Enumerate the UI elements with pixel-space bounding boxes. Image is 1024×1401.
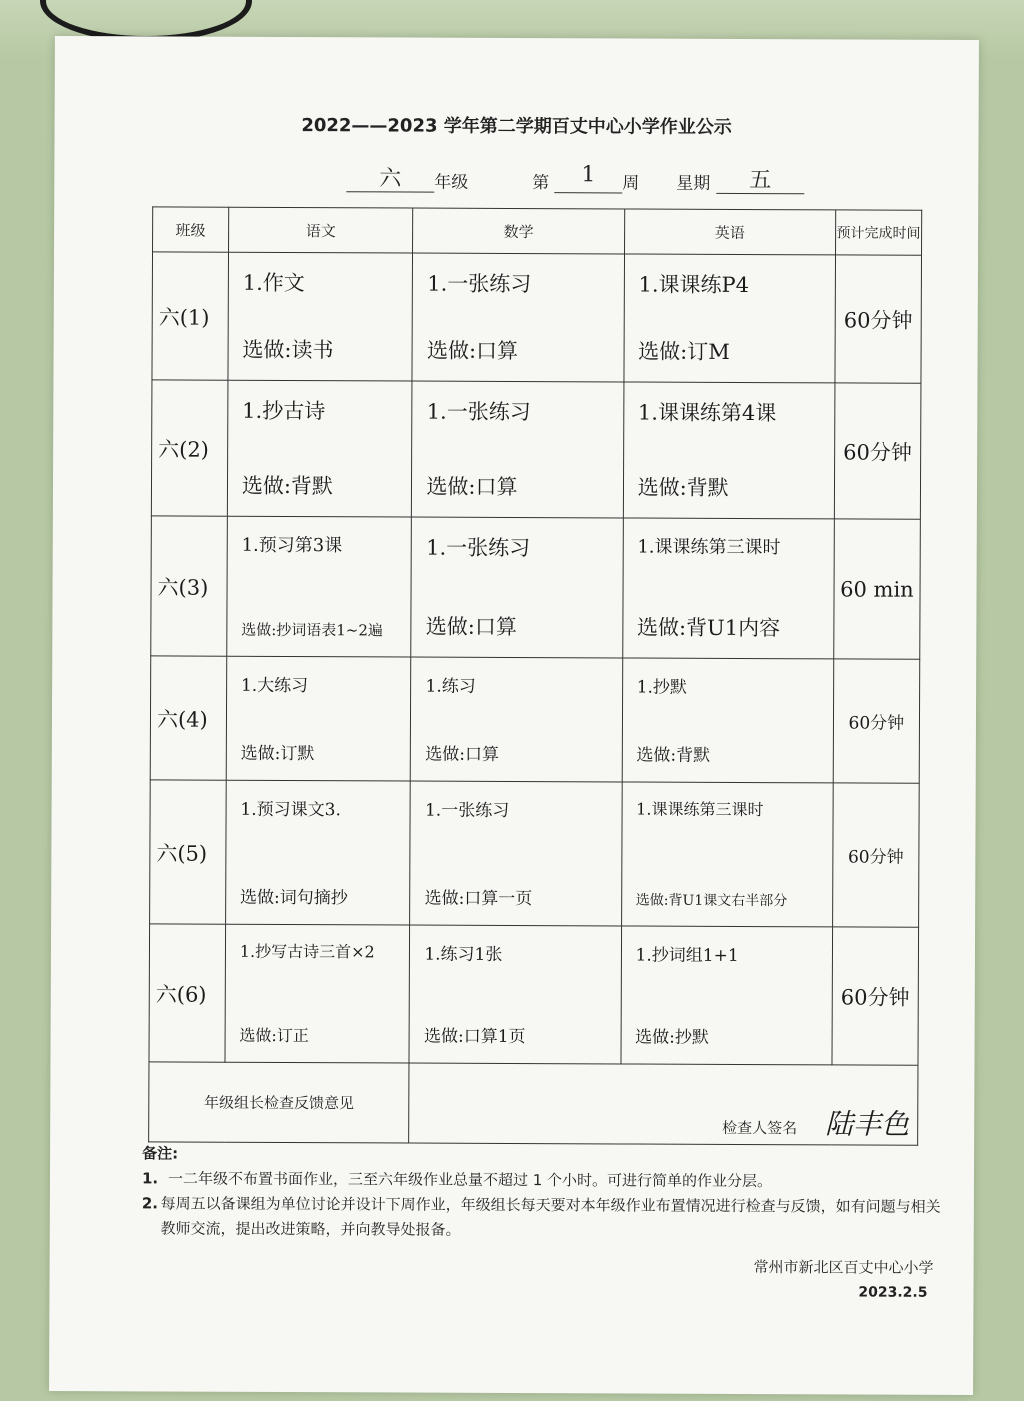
chinese-optional: 选做:读书 [242,337,334,363]
english-optional: 选做:订M [638,339,730,364]
english-optional: 选做:抄默 [635,1027,709,1048]
math-cell [409,925,621,1064]
english-task: 1.课课练P4 [638,272,750,298]
homework-table [148,206,922,1145]
week-suffix: 周 [622,173,640,194]
class-cell: 六(2) [151,380,227,516]
week-prefix: 第 [532,173,550,194]
time-cell: 60分钟 [832,927,919,1065]
math-optional: 选做:口算 [426,474,518,500]
feedback-label: 年级组长检查反馈意见 [149,1062,410,1143]
chinese-task: 1.抄古诗 [242,398,326,424]
chinese-cell [227,516,412,657]
grade-label: 年级 [434,172,469,193]
math-cell [412,381,624,518]
table-row [151,380,921,519]
math-optional: 选做:口算 [425,744,500,765]
chinese-optional: 选做:抄词语表1~2遍 [241,620,383,640]
table-row [149,924,919,1065]
time-cell: 60分钟 [835,255,922,383]
inspector-signature: 陆丰色 [825,1107,910,1141]
english-cell [621,782,833,927]
time-cell: 60分钟 [834,383,921,519]
weekday-label: 星期 [676,173,711,194]
class-cell: 六(4) [150,656,226,780]
math-cell [411,657,623,782]
note-number: 2. [141,1194,159,1213]
math-optional: 选做:口算一页 [424,888,533,910]
note-item [142,1166,942,1194]
feedback-cell [409,1063,918,1145]
math-cell [411,517,623,658]
english-task: 1.课课练第4课 [637,400,777,426]
chinese-task: 1.作文 [242,270,305,296]
header-chinese: 语文 [228,207,413,253]
chinese-optional: 选做:词句摘抄 [240,887,348,909]
math-optional: 选做:口算 [426,338,519,364]
class-cell: 六(5) [150,780,226,924]
english-optional: 选做:背U1课文右半部分 [635,892,788,910]
table-row [152,252,922,383]
note-text: 一二年级不布置书面作业，三至六年级作业总量不超过 1 个小时。可进行简单的作业分层。 [167,1169,773,1191]
time-cell: 60分钟 [833,659,920,783]
table-row [151,516,921,659]
english-cell [623,382,835,519]
math-cell [410,781,622,926]
english-task: 1.抄默 [636,677,688,698]
class-cell: 六(3) [151,516,227,656]
inspector-label: 检查人签名 [722,1118,798,1138]
english-optional: 选做:背默 [636,745,711,766]
english-optional: 选做:背默 [637,475,729,500]
table-row [150,656,920,783]
english-optional: 选做:背U1内容 [636,615,781,641]
header-class: 班级 [153,207,229,252]
issue-date: 2023.2.5 [858,1284,928,1301]
english-task: 1.课课练第三课时 [636,799,764,820]
math-cell [412,253,624,382]
page-title: 2022——2023 学年第二学期百丈中心小学作业公示 [301,115,732,138]
english-cell [622,658,834,783]
grade-week-line [54,160,978,204]
math-optional: 选做:口算 [425,614,517,640]
table-header-row [153,207,922,255]
header-english: 英语 [624,209,835,255]
class-cell: 六(6) [149,924,225,1062]
feedback-row [149,1062,918,1145]
math-optional: 选做:口算1页 [423,1026,526,1048]
class-cell: 六(1) [152,252,228,380]
time-cell: 60分钟 [832,783,919,927]
note-item [142,1191,942,1244]
english-cell [622,518,834,659]
note-number: 1. [141,1169,159,1188]
chinese-task: 1.大练习 [240,675,309,697]
notes-section [142,1141,942,1244]
chinese-task: 1.抄写古诗三首×2 [239,941,375,962]
english-task: 1.课课练第三课时 [637,536,781,559]
chinese-cell [225,780,410,925]
chinese-task: 1.预习课文3. [240,799,341,821]
time-cell: 60 min [834,519,921,659]
weekday-value: 五 [716,163,804,194]
chinese-cell [226,656,411,781]
chinese-optional: 选做:订默 [240,743,315,765]
math-task: 1.一张练习 [424,800,510,821]
english-cell [624,254,836,383]
math-task: 1.练习1张 [424,944,503,965]
week-value: 1 [554,162,622,193]
chinese-cell [227,380,412,517]
math-task: 1.一张练习 [426,535,531,561]
chinese-cell [225,924,410,1063]
math-task: 1.一张练习 [427,271,532,297]
english-task: 1.抄词组1+1 [635,945,739,966]
english-cell [621,926,833,1065]
note-text: 每周五以备课组为单位讨论并设计下周作业，年级组长每天要对本年级作业布置情况进行检查与反馈，如有问题与相关教师交流，提出改进策略，并向教导处报备。 [160,1194,941,1239]
header-time: 预计完成时间 [835,210,921,255]
chinese-optional: 选做:订正 [239,1025,309,1046]
chinese-optional: 选做:背默 [241,473,333,499]
chinese-cell [228,252,413,381]
math-task: 1.练习 [425,676,476,697]
school-name: 常州市新北区百丈中心小学 [753,1258,934,1277]
homework-notice-sheet [49,36,979,1395]
table-row [150,780,920,927]
math-task: 1.一张练习 [426,399,531,425]
chinese-task: 1.预习第3课 [241,534,343,557]
notes-heading: 备注: [142,1144,179,1163]
grade-value: 六 [346,161,434,192]
header-math: 数学 [413,208,624,254]
